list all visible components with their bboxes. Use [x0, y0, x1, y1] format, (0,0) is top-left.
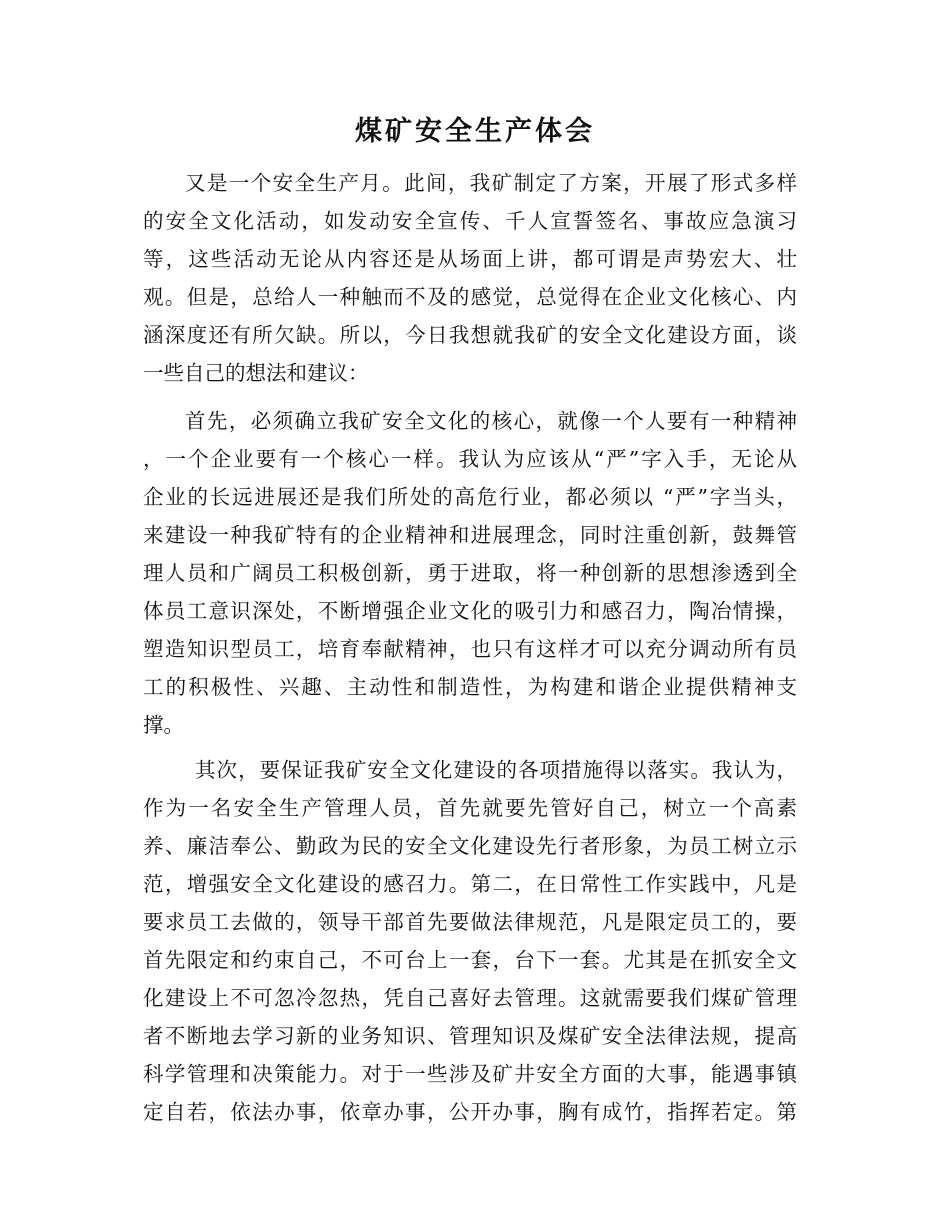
text-line: 企业的长远进展还是我们所处的高危行业，都必须以 “严”字当头， — [143, 485, 797, 509]
text-line: 定自若，依法办事，依章办事，公开办事，胸有成竹，指挥若定。第 — [143, 1100, 797, 1124]
text-line: 的安全文化活动，如发动安全宣传、千人宣誓签名、事故应急演习 — [143, 209, 797, 233]
text-line: 作为一名安全生产管理人员，首先就要先管好自己，树立一个高素 — [143, 796, 797, 820]
paragraph-2 — [143, 402, 797, 744]
paragraph-3 — [143, 751, 797, 1131]
text-line: 首先限定和约束自己，不可台上一套，台下一套。尤其是在抓安全文 — [143, 948, 797, 972]
text-line: 又是一个安全生产月。此间，我矿制定了方案，开展了形式多样 — [185, 171, 797, 195]
document-title: 煤矿安全生产体会 — [355, 116, 595, 147]
text-line: ，一个企业要有一个核心一样。我认为应该从“严”字入手，无论从 — [143, 447, 797, 471]
text-line: 塑造知识型员工，培育奉献精神，也只有这样才可以充分调动所有员 — [143, 637, 797, 661]
text-line: 首先，必须确立我矿安全文化的核心，就像一个人要有一种精神 — [185, 409, 797, 433]
text-line: 范，增强安全文化建设的感召力。第二，在日常性工作实践中，凡是 — [143, 872, 797, 896]
text-line: 一些自己的想法和建议： — [143, 361, 369, 385]
text-line: 等，这些活动无论从内容还是从场面上讲，都可谓是声势宏大、壮 — [143, 247, 797, 271]
text-line: 理人员和广阔员工积极创新，勇于进取，将一种创新的思想渗透到全 — [143, 561, 797, 585]
text-line: 工的积极性、兴趣、主动性和制造性，为构建和谐企业提供精神支 — [143, 675, 797, 699]
text-line: 涵深度还有所欠缺。所以，今日我想就我矿的安全文化建设方面，谈 — [143, 323, 797, 347]
text-line: 养、廉洁奉公、勤政为民的安全文化建设先行者形象，为员工树立示 — [143, 834, 797, 858]
text-line: 撑。 — [143, 713, 184, 737]
text-line: 科学管理和决策能力。对于一些涉及矿井安全方面的大事，能遇事镇 — [143, 1062, 797, 1086]
text-line: 来建设一种我矿特有的企业精神和进展理念，同时注重创新，鼓舞管 — [143, 523, 797, 547]
text-line: 观。但是，总给人一种触而不及的感觉，总觉得在企业文化核心、内 — [143, 285, 797, 309]
paragraph-1 — [143, 164, 797, 392]
text-line: 要求员工去做的，领导干部首先要做法律规范，凡是限定员工的，要 — [143, 910, 797, 934]
text-line: 者不断地去学习新的业务知识、管理知识及煤矿安全法律法规，提高 — [143, 1024, 797, 1048]
text-line: 体员工意识深处，不断增强企业文化的吸引力和感召力，陶冶情操， — [143, 599, 797, 623]
text-line: 其次，要保证我矿安全文化建设的各项措施得以落实。我认为， — [195, 758, 797, 782]
text-line: 化建设上不可忽冷忽热，凭自己喜好去管理。这就需要我们煤矿管理 — [143, 986, 797, 1010]
